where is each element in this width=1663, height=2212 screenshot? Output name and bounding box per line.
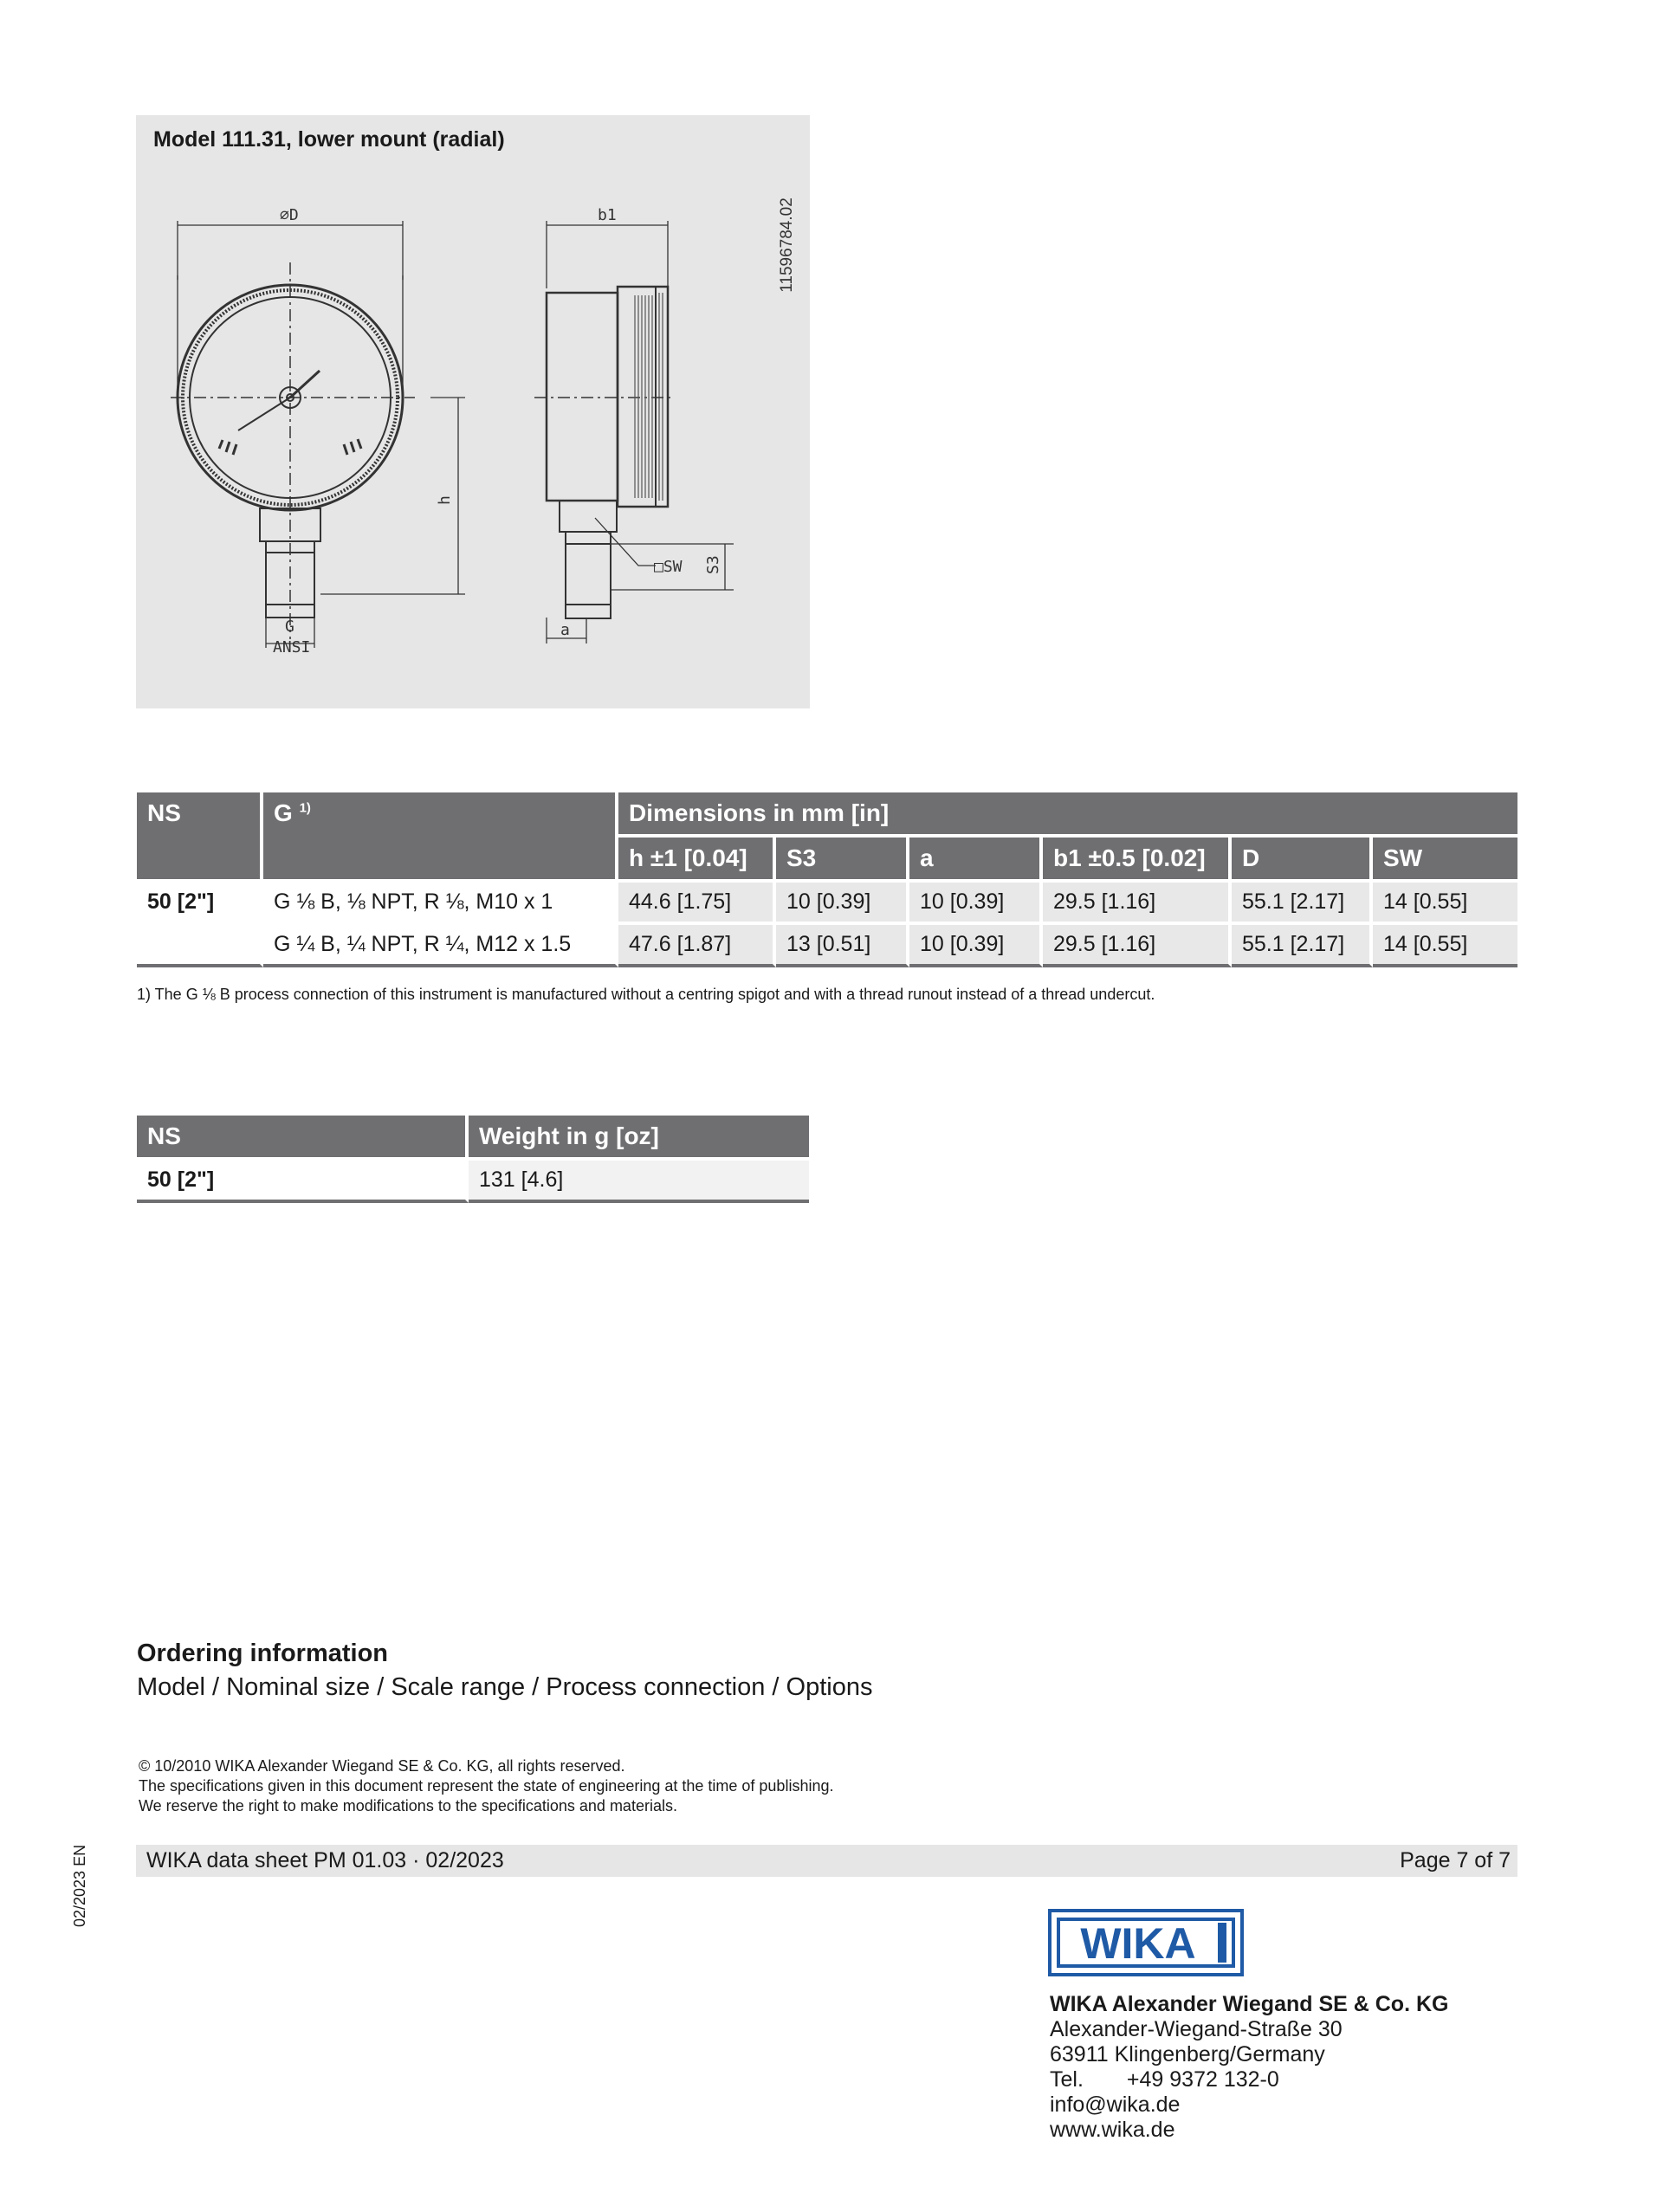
- footer-bar: [136, 1845, 1517, 1877]
- side-date: 02/2023 EN: [71, 1844, 88, 1927]
- cell-s3: 10 [0.39]: [776, 883, 909, 925]
- header-g: G $^{1)}$: [263, 792, 618, 883]
- gauge-case-side: [547, 293, 618, 501]
- drawing-title: Model 111.31, lower mount (radial): [153, 127, 505, 152]
- cell-a: 10 [0.39]: [909, 883, 1043, 925]
- company-website[interactable]: www.wika.de: [1050, 2118, 1175, 2142]
- copyright-line: We reserve the right to make modifications to the specifications and materials.: [139, 1797, 677, 1814]
- company-email[interactable]: info@wika.de: [1050, 2092, 1181, 2117]
- header-ns: NS: [137, 1116, 469, 1161]
- cell-ns: [137, 925, 263, 967]
- label-d: ⌀D: [280, 206, 299, 224]
- cell-b1: 29.5 [1.16]: [1043, 883, 1232, 925]
- copyright-line: The specifications given in this document represent the state of engineering at the time of publishing.: [139, 1777, 834, 1795]
- technical-drawing: [136, 115, 810, 708]
- copyright-line: © 10/2010 WIKA Alexander Wiegand SE & Co. KG, all rights reserved.: [139, 1757, 625, 1775]
- cell-g: G ¼ B, ¼ NPT, R ¼, M12 x 1.5: [263, 925, 618, 967]
- cell-h: 44.6 [1.75]: [618, 883, 776, 925]
- footnote: 1) The G ⅛ B process connection of this instrument is manufactured without a centring spigot and with a thread runout instead of a thread undercut.: [137, 986, 1155, 1003]
- label-b1: b1: [598, 206, 617, 224]
- company-street: Alexander-Wiegand-Straße 30: [1050, 2017, 1343, 2041]
- cell-h: 47.6 [1.87]: [618, 925, 776, 967]
- wika-logo: [1048, 1909, 1244, 1976]
- dimensions-table: [137, 792, 1517, 967]
- table-row: [137, 1161, 809, 1203]
- svg-text:WIKA: WIKA: [1080, 1919, 1196, 1968]
- cell-s3: 13 [0.51]: [776, 925, 909, 967]
- company-name: WIKA Alexander Wiegand SE & Co. KG: [1050, 1992, 1449, 2016]
- label-g: G: [285, 618, 294, 636]
- cell-d: 55.1 [2.17]: [1232, 883, 1373, 925]
- header-d: D: [1232, 838, 1373, 883]
- table-row: [137, 883, 1517, 925]
- cell-ns: 50 [2"]: [137, 883, 263, 925]
- datasheet-reference: WIKA data sheet PM 01.03 · 02/2023: [146, 1848, 504, 1872]
- weight-table: [137, 1116, 809, 1203]
- company-phone: Tel. +49 9372 132-0: [1050, 2067, 1279, 2092]
- copyright-notice: [139, 1756, 833, 1816]
- cell-ns: 50 [2"]: [137, 1161, 469, 1203]
- gauge-dimension-drawing: [136, 115, 810, 708]
- header-b1: b1 ±0.5 [0.02]: [1043, 838, 1232, 883]
- ordering-title: Ordering information: [137, 1640, 388, 1667]
- ordering-text: Model / Nominal size / Scale range / Process connection / Options: [137, 1673, 873, 1701]
- label-h: h: [436, 495, 454, 505]
- company-address: [1050, 1992, 1448, 2143]
- header-a: a: [909, 838, 1043, 883]
- cell-a: 10 [0.39]: [909, 925, 1043, 967]
- label-a: a: [560, 621, 570, 639]
- label-sw: □SW: [654, 558, 683, 576]
- header-weight: Weight in g [oz]: [469, 1116, 809, 1161]
- label-s3: S3: [704, 555, 722, 574]
- header-s3: S3: [776, 838, 909, 883]
- header-sw: SW: [1373, 838, 1517, 883]
- company-city: 63911 Klingenberg/Germany: [1050, 2042, 1325, 2066]
- header-dimensions-group: Dimensions in mm [in]: [618, 792, 1517, 838]
- cell-d: 55.1 [2.17]: [1232, 925, 1373, 967]
- header-ns: NS: [137, 792, 263, 883]
- table-row: [137, 925, 1517, 967]
- cell-b1: 29.5 [1.16]: [1043, 925, 1232, 967]
- cell-sw: 14 [0.55]: [1373, 925, 1517, 967]
- label-ansi: ANSI: [273, 638, 311, 656]
- cell-weight: 131 [4.6]: [469, 1161, 809, 1203]
- page-number: Page 7 of 7: [1400, 1848, 1511, 1872]
- cell-sw: 14 [0.55]: [1373, 883, 1517, 925]
- drawing-number: 11596784.02: [778, 197, 796, 293]
- cell-g: G ⅛ B, ⅛ NPT, R ⅛, M10 x 1: [263, 883, 618, 925]
- header-h: h ±1 [0.04]: [618, 838, 776, 883]
